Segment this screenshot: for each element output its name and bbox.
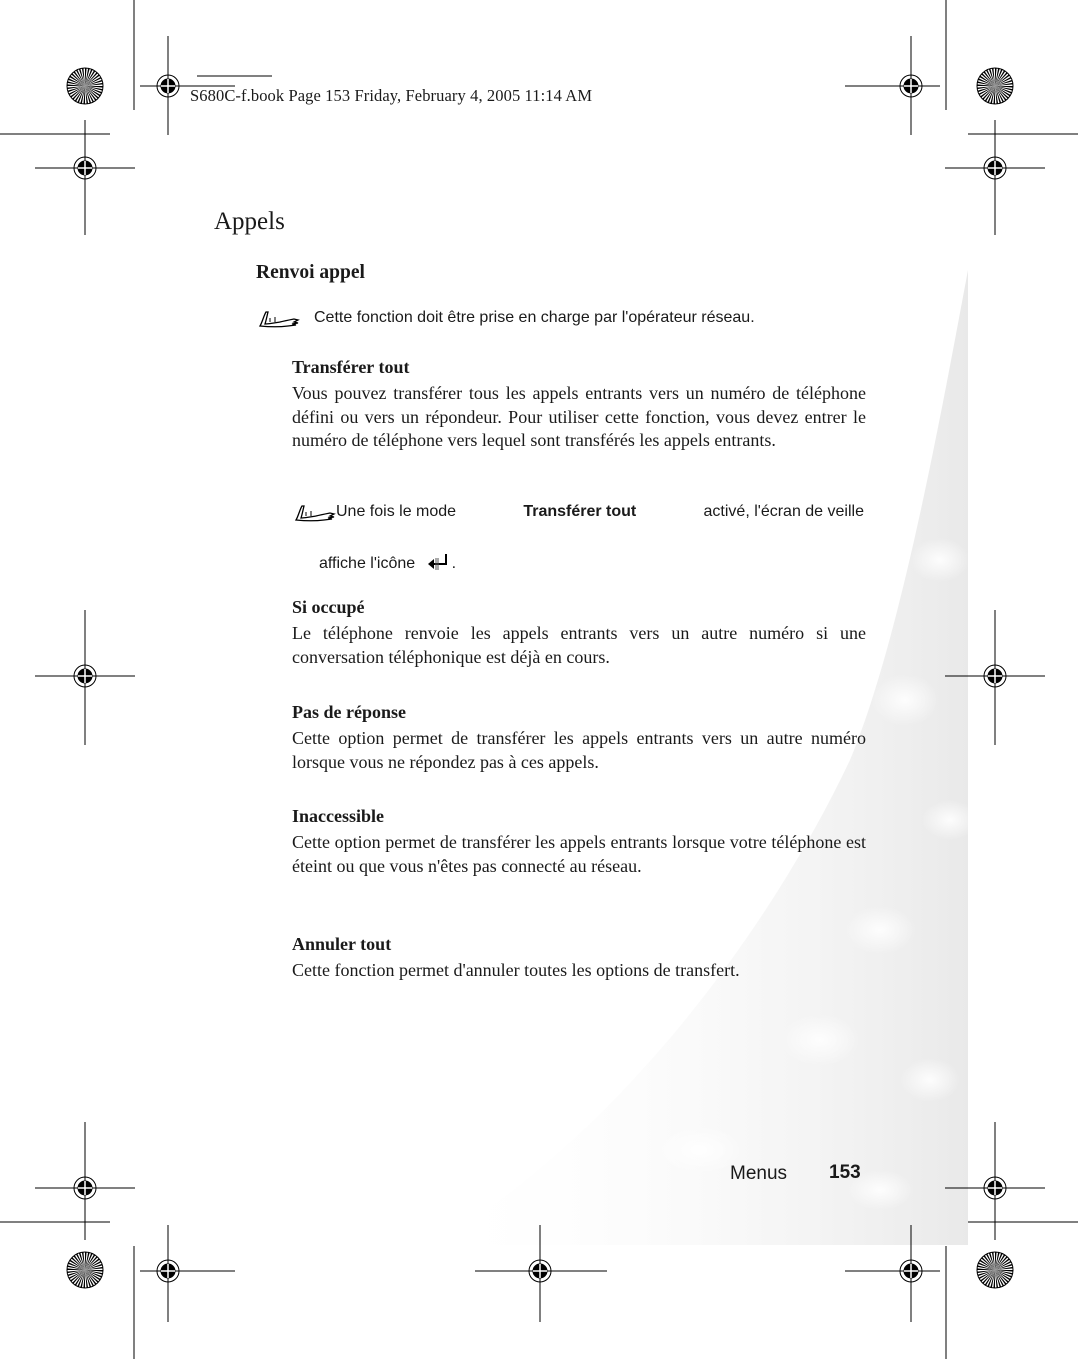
starburst-target-top-left xyxy=(67,68,103,104)
registration-mark-bottom-left xyxy=(140,1225,235,1322)
page-title: Appels xyxy=(214,208,285,235)
section-title: Renvoi appel xyxy=(256,262,365,283)
registration-mark-left-upper xyxy=(35,120,135,235)
registration-mark-left-middle xyxy=(35,610,135,745)
note-bold-mode: Transférer tout xyxy=(523,503,637,520)
note-transferer-tout-line2 xyxy=(319,553,456,573)
starburst-target-bottom-left xyxy=(67,1252,103,1288)
page-number: 153 xyxy=(829,1162,861,1183)
pointing-hand-icon xyxy=(292,503,338,523)
paragraph-si-occupe: Le téléphone renvoie les appels entrants vers un autre numéro si une conversation téléphonique est déjà en cours. xyxy=(292,623,866,667)
subsection-title-pas-de-reponse: Pas de réponse xyxy=(292,702,406,722)
note-text: affiche l'icône xyxy=(319,555,416,572)
paragraph-pas-de-reponse: Cette option permet de transférer les appels entrants vers un autre numéro lorsque vous ne répondez pas à ces appels. xyxy=(292,728,866,772)
note-text: . xyxy=(451,555,457,572)
print-header: S680C-f.book Page 153 Friday, February 4, 2005 11:14 AM xyxy=(190,86,593,105)
registration-mark-bottom-center xyxy=(475,1225,607,1322)
subsection-title-transferer-tout: Transférer tout xyxy=(292,357,410,377)
note-network-operator: Cette fonction doit être prise en charge par l'opérateur réseau. xyxy=(314,309,755,326)
note-text: Une fois le mode xyxy=(336,503,457,520)
paragraph-transferer-tout: Vous pouvez transférer tous les appels entrants vers un numéro de téléphone défini ou vers un répondeur. Pour utiliser cette fonction, vous devez entrer le numéro de téléphone vers lequel sont transférés les appels entrants. xyxy=(292,383,866,450)
forward-arrow-icon xyxy=(426,553,452,571)
footer-chapter-label: Menus xyxy=(730,1163,788,1184)
registration-mark-bottom-right xyxy=(845,1225,940,1322)
note-transferer-tout-line1 xyxy=(336,503,864,521)
registration-mark-right-upper xyxy=(945,120,1045,235)
starburst-target-top-right xyxy=(977,68,1013,104)
paragraph-annuler-tout: Cette fonction permet d'annuler toutes les options de transfert. xyxy=(292,960,740,980)
pointing-hand-icon xyxy=(256,309,302,329)
subsection-title-si-occupe: Si occupé xyxy=(292,597,365,617)
paragraph-inaccessible: Cette option permet de transférer les appels entrants lorsque votre téléphone est éteint ou que vous n'êtes pas connecté au réseau. xyxy=(292,832,866,876)
subsection-title-inaccessible: Inaccessible xyxy=(292,806,384,826)
subsection-title-annuler-tout: Annuler tout xyxy=(292,934,392,954)
registration-mark-right-middle xyxy=(945,610,1045,745)
note-text: activé, l'écran de veille xyxy=(703,503,864,520)
registration-mark-top-right xyxy=(845,36,940,135)
starburst-target-bottom-right xyxy=(977,1252,1013,1288)
